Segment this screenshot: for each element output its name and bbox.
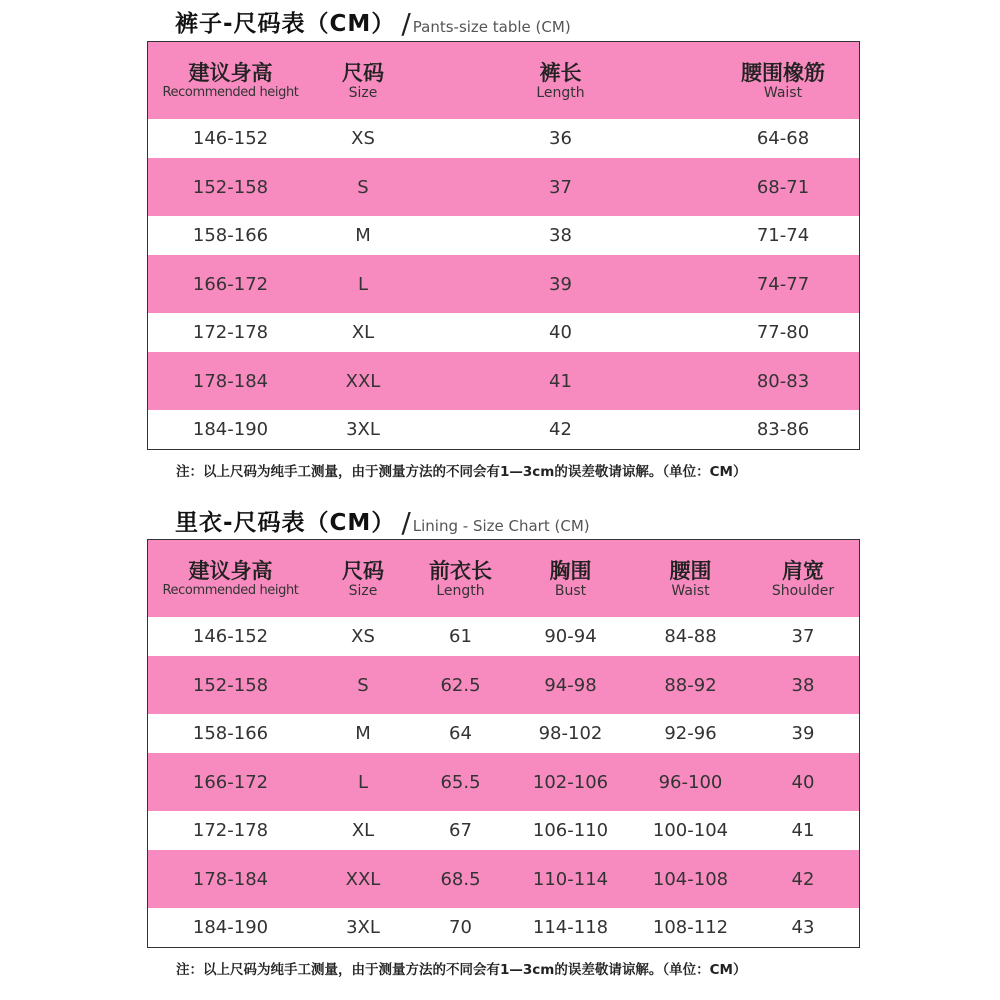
table-cell: 64 [449,723,472,744]
pants-title [175,8,571,38]
table-row [148,313,859,352]
table-cell: 110-114 [532,868,609,890]
pants-title-zh: 裤子-尺码表（CM） [175,11,396,37]
pants-size-table [147,41,860,450]
table-cell: L [357,273,369,295]
table-cell: 166-172 [192,771,269,793]
table-cell: XL [351,820,375,841]
pants-title-en: Pants-size table (CM) [412,18,571,36]
header-label-zh: 前衣长 [429,558,492,583]
table-cell: 100-104 [652,820,729,841]
table-cell: 98-102 [538,723,603,744]
table-cell: 37 [549,176,572,198]
header-cell [413,61,708,101]
lining-size-table [147,539,860,948]
table-cell: 37 [791,626,815,647]
table-row [148,850,859,908]
table-cell: 42 [549,419,572,440]
table-cell: 158-166 [192,723,269,744]
title-separator: / [401,7,411,40]
title-separator: / [401,506,411,539]
table-cell: 40 [791,771,815,793]
table-cell: 108-112 [652,917,729,938]
table-cell: 68.5 [440,868,481,890]
table-cell: 152-158 [192,674,269,696]
table-cell: 36 [549,128,572,149]
header-label-en: Recommended height [162,582,299,598]
table-row [148,255,859,313]
pants-note: 注：以上尺码为纯手工测量，由于测量方法的不同会有1—3cm的误差敬请谅解。（单位：CM） [176,464,747,480]
header-label-en: Length [536,84,585,101]
table-cell: 178-184 [192,868,269,890]
header-cell [413,559,508,599]
table-cell: 184-190 [192,419,269,440]
header-label-en: Length [436,582,485,599]
header-label-zh: 腰围 [669,558,712,583]
header-label-zh: 裤长 [539,60,582,85]
header-label-zh: 胸围 [549,558,592,583]
table-cell: 42 [791,868,815,890]
table-cell: 3XL [346,917,380,938]
table-row [148,617,859,656]
header-label-en: Recommended height [162,84,299,100]
table-cell: XL [351,322,375,343]
header-label-en: Waist [671,582,710,599]
table-cell: 41 [791,820,815,841]
table-row [148,656,859,714]
table-header-row [148,540,859,617]
table-cell: 67 [449,820,472,841]
lining-title [175,507,590,537]
table-cell: 68-71 [756,176,810,198]
table-cell: 74-77 [756,273,810,295]
header-label-zh: 建议身高 [188,558,273,583]
header-label-zh: 尺码 [342,60,384,85]
table-cell: 71-74 [756,225,810,246]
table-cell: 102-106 [532,771,609,793]
table-cell: 152-158 [192,176,269,198]
table-row [148,119,859,158]
table-row [148,158,859,216]
table-cell: 3XL [346,419,380,440]
table-cell: 38 [549,225,572,246]
header-label-en: Size [348,84,378,101]
table-cell: XXL [345,370,381,392]
table-cell: 39 [791,723,815,744]
table-row [148,908,859,947]
table-cell: 114-118 [532,917,609,938]
table-cell: 61 [449,626,472,647]
table-row [148,216,859,255]
table-cell: 90-94 [544,626,597,647]
table-cell: 65.5 [440,771,481,793]
table-row [148,352,859,410]
table-cell: 96-100 [658,771,723,793]
header-label-zh: 肩宽 [782,558,824,583]
table-cell: 146-152 [192,626,269,647]
table-cell: 178-184 [192,370,269,392]
header-label-en: Size [348,582,378,599]
table-cell: 94-98 [544,674,597,696]
table-cell: 41 [549,370,572,392]
header-label-zh: 腰围橡筋 [741,60,825,85]
header-cell [708,61,858,101]
table-cell: 70 [449,917,472,938]
table-cell: 38 [791,674,815,696]
header-cell [313,61,413,101]
table-cell: 106-110 [532,820,609,841]
table-cell: XXL [345,868,381,890]
header-cell [748,559,858,599]
header-cell [148,61,313,101]
lining-note: 注：以上尺码为纯手工测量，由于测量方法的不同会有1—3cm的误差敬请谅解。（单位：CM） [176,962,747,978]
header-label-zh: 建议身高 [188,60,273,85]
table-cell: 184-190 [192,917,269,938]
header-cell [508,559,633,599]
table-cell: 146-152 [192,128,269,149]
table-row [148,811,859,850]
table-cell: S [357,176,369,198]
table-cell: 77-80 [756,322,810,343]
table-cell: XS [351,626,375,647]
table-cell: 172-178 [192,820,269,841]
table-cell: 40 [549,322,572,343]
table-cell: M [355,225,371,246]
header-cell [148,559,313,599]
table-cell: 64-68 [756,128,810,149]
table-cell: 158-166 [192,225,269,246]
header-cell [633,559,748,599]
header-cell [313,559,413,599]
header-label-en: Waist [763,84,803,101]
table-row [148,753,859,811]
table-cell: 104-108 [652,868,729,890]
table-cell: 83-86 [756,419,810,440]
table-cell: S [357,674,369,696]
lining-title-zh: 里衣-尺码表（CM） [175,510,396,536]
table-row [148,410,859,449]
header-label-en: Shoulder [771,582,835,599]
header-label-en: Bust [554,582,587,599]
table-cell: 39 [549,273,572,295]
table-cell: XS [351,128,375,149]
table-cell: 84-88 [664,626,717,647]
header-label-zh: 尺码 [342,558,384,583]
table-cell: 62.5 [440,674,481,696]
table-cell: M [355,723,371,744]
table-header-row [148,42,859,119]
table-cell: 88-92 [664,674,717,696]
table-row [148,714,859,753]
lining-title-en: Lining - Size Chart (CM) [412,517,590,535]
table-cell: 80-83 [756,370,810,392]
table-cell: L [357,771,369,793]
table-cell: 172-178 [192,322,269,343]
table-cell: 43 [791,917,815,938]
table-cell: 92-96 [664,723,717,744]
table-cell: 166-172 [192,273,269,295]
